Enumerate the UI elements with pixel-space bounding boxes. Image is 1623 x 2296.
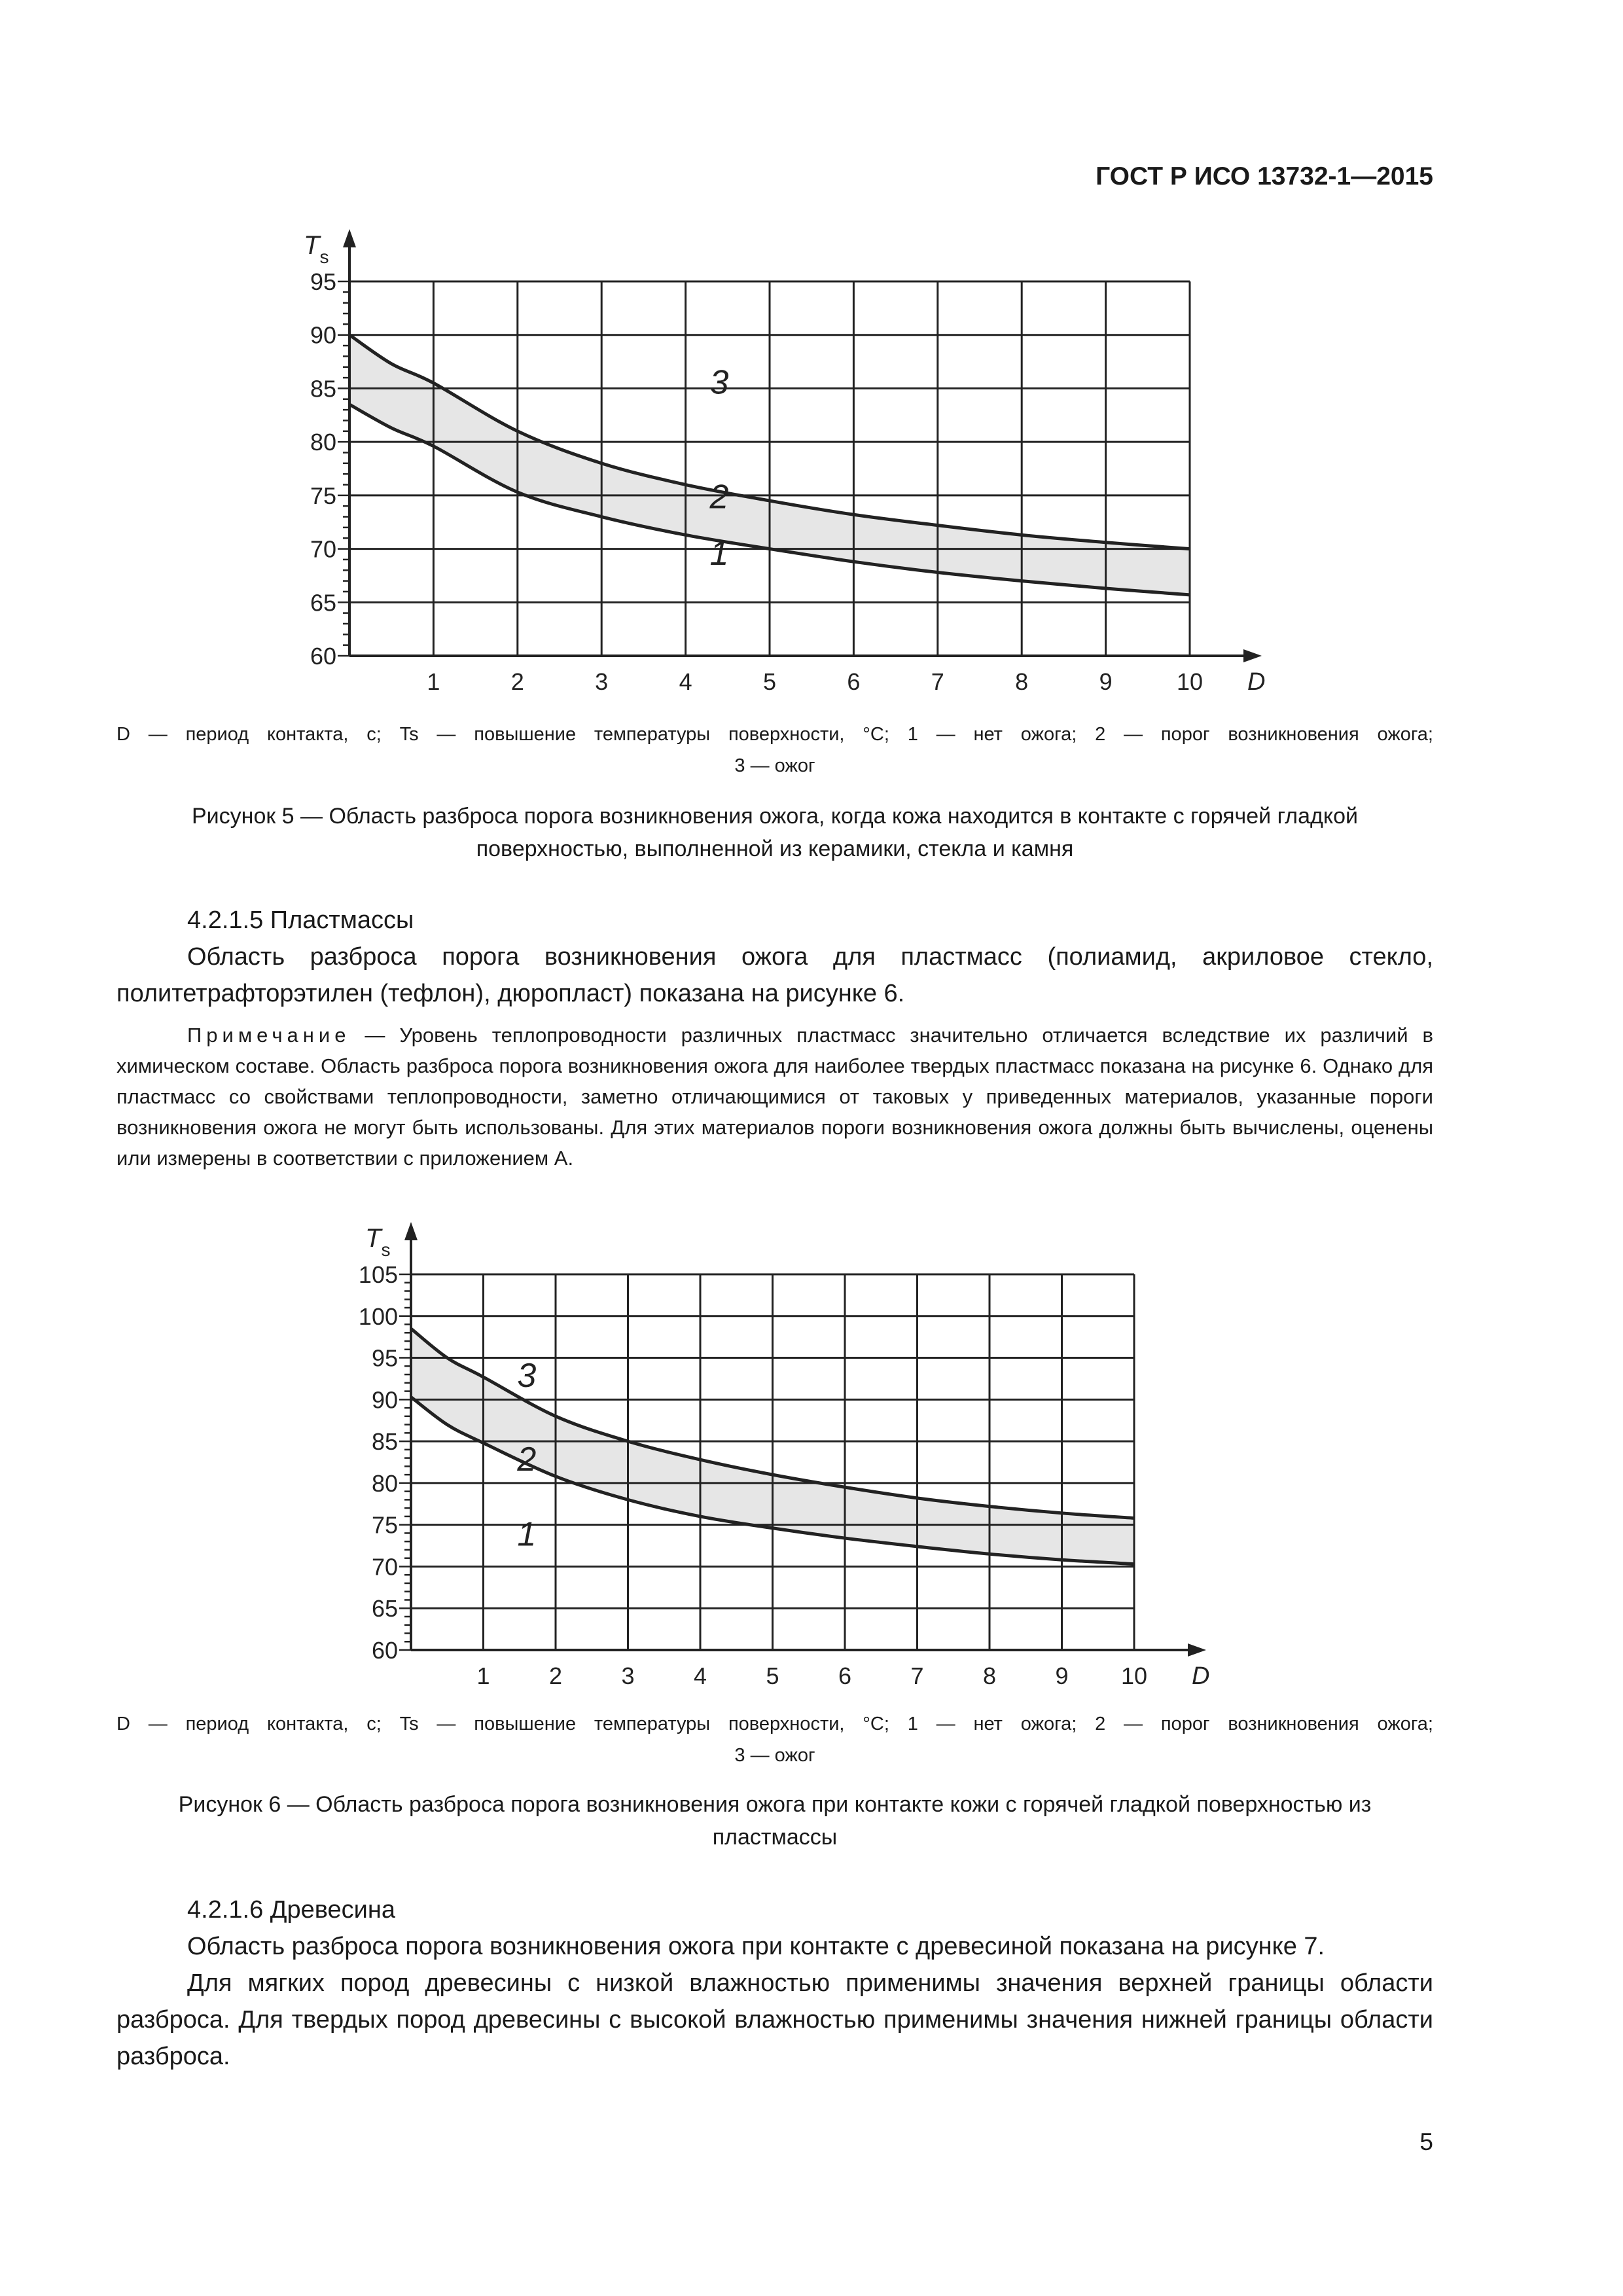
- fig6-x-tick-label: 4: [693, 1662, 707, 1689]
- fig5-x-tick-label: 4: [679, 668, 692, 695]
- figure-5-legend-line1: D — период контакта, с; Ts — повышение температуры поверхности, °С; 1 — нет ожога; 2 — порог возникновения ожога;: [116, 724, 1433, 745]
- fig5-x-axis-arrow: [1243, 649, 1262, 662]
- fig6-x-tick-label: 8: [982, 1662, 997, 1689]
- fig5-y-tick-label: 65: [310, 589, 336, 617]
- fig6-y-axis-arrow: [404, 1222, 418, 1240]
- figure-5-caption-line2: поверхностью, выполненной из керамики, стекла и камня: [476, 836, 1074, 861]
- fig6-y-tick-label: 90: [371, 1386, 398, 1414]
- fig6-y-axis-label-subscript: s: [381, 1240, 391, 1260]
- section-4216-body: [116, 1928, 1433, 2075]
- fig6-y-tick-label: 80: [371, 1469, 398, 1497]
- figure-5-legend: [116, 719, 1433, 781]
- fig5-y-axis-arrow: [343, 229, 356, 247]
- fig5-x-tick-label: 9: [1099, 668, 1113, 695]
- fig6-x-tick-label: 9: [1055, 1662, 1069, 1689]
- fig5-x-tick-label: 5: [762, 668, 777, 695]
- fig5-y-tick-label: 85: [310, 375, 336, 403]
- fig5-region-label-2: 2: [709, 478, 729, 516]
- fig5-region-label-3: 3: [709, 363, 729, 402]
- fig5-x-tick-label: 2: [510, 668, 524, 695]
- figure-6-legend-line2: 3 — ожог: [734, 1745, 815, 1766]
- fig6-region-label-1: 1: [517, 1515, 537, 1554]
- fig6-y-tick-label: 100: [358, 1302, 398, 1330]
- fig5-x-axis-label: D: [1247, 668, 1266, 696]
- figure-5-caption: [116, 800, 1433, 865]
- figure-6-caption: [116, 1788, 1433, 1854]
- figure-6-legend-line1: D — период контакта, с; Ts — повышение температуры поверхности, °С; 1 — нет ожога; 2 — порог возникновения ожога;: [116, 1713, 1433, 1734]
- note-label: Примечание: [187, 1024, 351, 1047]
- section-4216-paragraph1: Область разброса порога возникновения ожога при контакте с древесиной показана на рисунке 7.: [187, 1933, 1325, 1960]
- fig6-x-axis-label: D: [1192, 1662, 1210, 1690]
- figure-6-caption-line1: Рисунок 6 — Область разброса порога возникновения ожога при контакте кожи с горячей гладкой поверхностью из: [178, 1792, 1372, 1817]
- fig5-y-tick-label: 60: [310, 643, 336, 670]
- fig6-x-axis-arrow: [1188, 1643, 1206, 1657]
- fig6-x-tick-label: 7: [910, 1662, 924, 1689]
- fig5-y-axis-label: $T_s$: [304, 231, 329, 267]
- section-4215-body: [116, 939, 1433, 1012]
- fig5-x-tick-label: 7: [931, 668, 944, 695]
- fig5-x-tick-label: 6: [847, 668, 861, 695]
- figure-5-caption-line1: Рисунок 5 — Область разброса порога возникновения ожога, когда кожа находится в контакте с горячей гладкой: [192, 804, 1358, 829]
- fig6-y-axis-label: $T_s$: [365, 1224, 391, 1260]
- fig5-y-tick-label: 80: [310, 429, 336, 456]
- figure-5-legend-line2: 3 — ожог: [734, 755, 815, 776]
- fig5-y-tick-label: 90: [310, 321, 336, 349]
- fig5-y-axis-label-subscript: s: [319, 247, 329, 267]
- fig6-x-tick-label: 5: [766, 1662, 779, 1689]
- note-text: — Уровень теплопроводности различных пластмасс значительно отличается вследствие их различий в химическом составе. Область разброса порога возникновения ожога для наиболее твердых пластмасс показана на рисунке 6. Однако для пластмасс со свойствами теплопроводности, заметно отличающимися от таковых у приведенных материалов, указанные пороги возникновения ожога не могут быть использованы. Для этих материалов пороги возникновения ожога должны быть вычислены, оценены или измерены в соответствии с приложением А.: [116, 1024, 1433, 1170]
- fig6-y-tick-label: 70: [371, 1553, 398, 1581]
- section-4215-heading: 4.2.1.5 Пластмассы: [187, 906, 414, 934]
- section-4215-paragraph: Область разброса порога возникновения ожога для пластмасс (полиамид, акриловое стекло, политетрафторэтилен (тефлон), дюропласт) показана на рисунке 6.: [116, 943, 1433, 1007]
- section-4216-heading: 4.2.1.6 Древесина: [187, 1896, 396, 1924]
- section-4216-paragraph2: Для мягких пород древесины с низкой влажностью применимы значения верхней границы области разброса. Для твердых пород древесины с высокой влажностью применимы значения нижней границы области разброса.: [116, 1969, 1433, 2070]
- figure-6-chart: [359, 1222, 1210, 1690]
- fig6-y-tick-label: 65: [371, 1595, 398, 1623]
- fig5-region-label-1: 1: [709, 535, 729, 573]
- fig6-y-tick-label: 75: [371, 1511, 398, 1539]
- fig6-y-tick-label: 60: [371, 1637, 398, 1664]
- fig6-x-tick-label: 1: [476, 1662, 490, 1689]
- fig6-region-label-3: 3: [517, 1357, 537, 1395]
- fig5-x-tick-label: 1: [427, 668, 440, 695]
- section-4215-note: [116, 1020, 1433, 1174]
- fig6-y-tick-label: 105: [358, 1261, 398, 1288]
- fig5-x-tick-label: 10: [1176, 668, 1204, 695]
- fig5-x-tick-label: 8: [1015, 668, 1029, 695]
- fig6-x-tick-label: 6: [838, 1662, 852, 1689]
- figure-6-caption-line2: пластмассы: [712, 1825, 838, 1850]
- fig5-y-tick-label: 95: [310, 268, 336, 295]
- page-number: 5: [1419, 2128, 1433, 2155]
- fig6-y-tick-label: 95: [371, 1344, 398, 1372]
- fig6-y-tick-label: 85: [371, 1428, 398, 1456]
- fig6-x-tick-label: 2: [548, 1662, 563, 1689]
- fig5-x-tick-label: 3: [595, 668, 609, 695]
- fig5-y-tick-label: 75: [310, 482, 336, 509]
- fig5-y-tick-label: 70: [310, 535, 336, 563]
- fig6-x-tick-label: 10: [1120, 1662, 1148, 1689]
- fig6-region-label-2: 2: [517, 1440, 537, 1479]
- fig6-x-tick-label: 3: [621, 1662, 635, 1689]
- standard-header: ГОСТ Р ИСО 13732-1—2015: [1096, 162, 1433, 190]
- figure-6-legend: [116, 1708, 1433, 1771]
- figure-5-chart: [304, 229, 1265, 696]
